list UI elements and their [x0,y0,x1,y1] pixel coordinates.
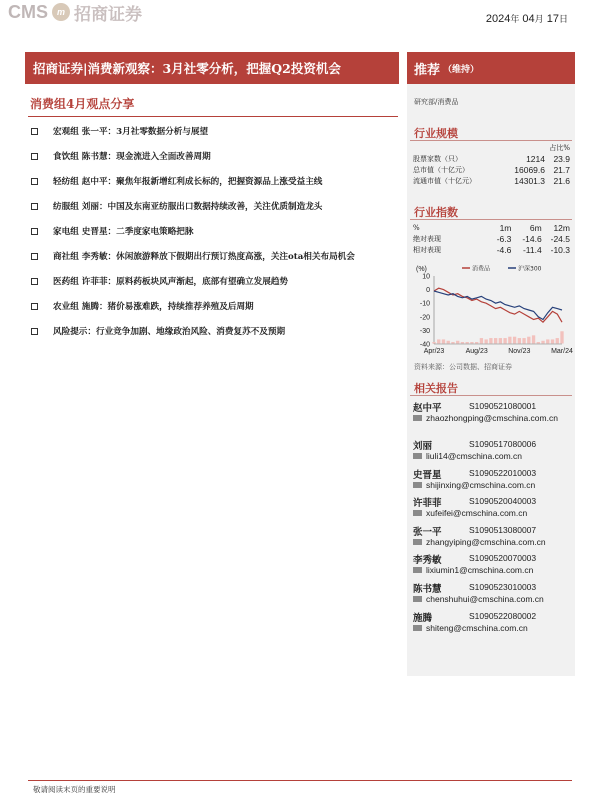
email-icon [413,567,422,573]
table-row: 总市值（十亿元） 16069.6 21.7 [413,165,570,175]
area-bar [466,342,469,344]
list-item [413,550,571,579]
index-divider [410,219,572,220]
table-row: 绝对表现 -6.3 -14.6 -24.5 [413,234,570,244]
checkbox-bullet-icon [31,278,38,285]
area-bar [470,342,473,344]
analyst-name: 赵中平 [413,403,442,414]
area-bar [532,335,535,343]
list-item [413,493,571,522]
scale-divider [410,140,572,141]
list-item [413,522,571,551]
analyst-license: S1090522010003 [469,467,537,478]
area-bar [546,339,549,343]
recommend-label: 推荐 [414,62,441,78]
area-bar [518,338,521,343]
analyst-email[interactable]: lixiumin1@cmschina.com.cn [413,565,533,575]
list-item [413,579,571,608]
checkbox-bullet-icon [31,228,38,235]
x-tick-label: Mar/24 [551,348,573,355]
list-item [413,465,571,494]
list-item [413,608,571,637]
area-bar [475,342,478,344]
index-chart-svg [410,262,574,362]
y-tick-label: 0 [426,287,430,295]
y-tick-label: -40 [419,341,430,349]
analyst-license: S1090520040003 [469,496,537,507]
index-chart [410,262,574,362]
checkbox-bullet-icon [31,203,38,210]
email-icon [413,625,422,631]
legend-label: 消费品 [472,265,491,273]
area-bar [484,339,487,343]
subtitle-divider [28,116,398,117]
footer-divider [28,780,572,781]
analyst-email[interactable]: zhaozhongping@cmschina.com.cn [413,413,573,423]
y-tick-label: 10 [422,273,430,281]
list-item [413,436,571,465]
index-table [413,223,570,256]
area-bar [451,342,454,344]
table-row: 相对表现 -4.6 -11.4 -10.3 [413,245,570,255]
list-item: 风险提示：行业竞争加剧、地缘政治风险、消费复苏不及预期 [28,324,398,340]
bullet-list [28,124,398,349]
table-row: % 1m 6m 12m [413,223,570,233]
area-bar [456,341,459,344]
area-bar [537,342,540,344]
logo-latin: CMS [8,1,48,22]
analyst-email[interactable]: shiteng@cmschina.com.cn [413,623,528,633]
report-subtitle: 消费组4月观点分享 [30,97,135,111]
scale-title: 行业规模 [414,127,458,140]
analyst-license: S1090523010003 [469,581,537,592]
analyst-name: 刘丽 [413,441,433,452]
area-bar [447,341,450,344]
area-bar [499,338,502,343]
analyst-license: S1090520070003 [469,553,537,564]
list-item: 宏观组 张一平：3月社零数据分析与展望 [28,124,398,140]
analyst-email[interactable]: chenshuhui@cmschina.com.cn [413,594,544,604]
analyst-email[interactable]: liuli14@cmschina.com.cn [413,451,522,461]
table-row: 流通市值（十亿元） 14301.3 21.6 [413,176,570,186]
email-icon [413,415,422,421]
area-bar [541,341,544,344]
rating-note: （维持） [443,64,480,75]
analyst-license: S1090521080001 [469,401,537,411]
area-bar [551,339,554,343]
list-item: 医药组 许菲菲：原料药板块风声渐起，底部有望确立发展趋势 [28,274,398,290]
email-icon [413,510,422,516]
list-item [413,398,571,436]
checkbox-bullet-icon [31,328,38,335]
page-header [0,0,600,38]
area-bar [513,337,516,344]
scale-header: 占比% [549,144,570,152]
email-icon [413,453,422,459]
y-tick-label: -20 [419,314,430,322]
analyst-license: S1090513080007 [469,524,537,535]
analyst-list [413,398,571,636]
area-bar [508,337,511,344]
list-item: 食饮组 陈书慧：现金流进入全面改善周期 [28,149,398,165]
analyst-name: 史晋星 [413,469,442,481]
analyst-license: S1090522080002 [469,610,537,621]
y-tick-label: -10 [419,300,430,308]
x-tick-label: Aug/23 [465,348,488,355]
report-date: 2024年 04月 17日 [485,13,568,25]
email-icon [413,482,422,488]
footer-note: 敬请阅读末页的重要说明 [33,785,116,794]
analyst-name: 许菲菲 [413,498,442,510]
checkbox-bullet-icon [31,253,38,260]
area-bar [480,338,483,343]
scale-table [413,143,570,187]
table-row: 股票家数（只） 1214 23.9 [413,154,570,164]
area-bar [560,331,563,343]
index-title: 行业指数 [414,206,458,219]
analyst-email[interactable]: xufeifei@cmschina.com.cn [413,508,527,518]
related-divider [410,395,572,396]
rating-bar [407,52,575,84]
area-bar [494,338,497,343]
area-bar [503,338,506,343]
checkbox-bullet-icon [31,178,38,185]
email-icon [413,596,422,602]
area-bar [527,337,530,344]
chart-source: 资料来源：公司数据、招商证券 [414,363,512,371]
related-title: 相关报告 [414,382,458,395]
analyst-email[interactable]: shijinxing@cmschina.com.cn [413,480,535,490]
area-bar [489,338,492,343]
logo-cn: 招商证券 [74,4,142,25]
analyst-name: 施腾 [413,612,433,624]
table-row [413,143,570,154]
y-tick-label: -30 [419,327,430,335]
area-bar [432,342,435,344]
area-bar [461,342,464,344]
checkbox-bullet-icon [31,153,38,160]
list-item: 农业组 施腾：猪价易涨难跌，持续推荐养殖及后周期 [28,299,398,315]
analyst-license: S1090517080006 [469,439,537,449]
cms-logo [8,0,142,24]
list-item: 家电组 史晋星：二季度家电策略把脉 [28,224,398,240]
analyst-name: 张一平 [413,526,442,538]
email-icon [413,539,422,545]
area-bar [522,338,525,343]
analyst-email[interactable]: zhangyiping@cmschina.com.cn [413,537,546,547]
list-item: 纺服组 刘丽：中国及东南亚纺服出口数据持续改善，关注优质制造龙头 [28,199,398,215]
list-item: 轻纺组 赵中平：聚焦年报新增红利成长标的，把握资源品上涨受益主线 [28,174,398,190]
area-bar [556,338,559,343]
area-bar [437,339,440,343]
y-axis-label: (%) [416,266,427,273]
x-tick-label: Nov/23 [508,348,531,355]
logo-seal-icon: m [52,3,70,21]
legend-label: 沪深300 [518,265,542,273]
list-item: 商社组 李秀敏：休闲旅游释放下假期出行预订热度高涨，关注ota相关布局机会 [28,249,398,265]
analyst-name: 陈书慧 [413,583,442,595]
analyst-name: 李秀敏 [413,555,442,567]
checkbox-bullet-icon [31,303,38,310]
report-title: 招商证券|消费新观察：3月社零分析，把握Q2投资机会 [25,52,399,84]
analyst-dept: 研究部/消费品 [414,98,459,106]
x-tick-label: Apr/23 [423,348,445,355]
area-bar [442,339,445,343]
checkbox-bullet-icon [31,128,38,135]
